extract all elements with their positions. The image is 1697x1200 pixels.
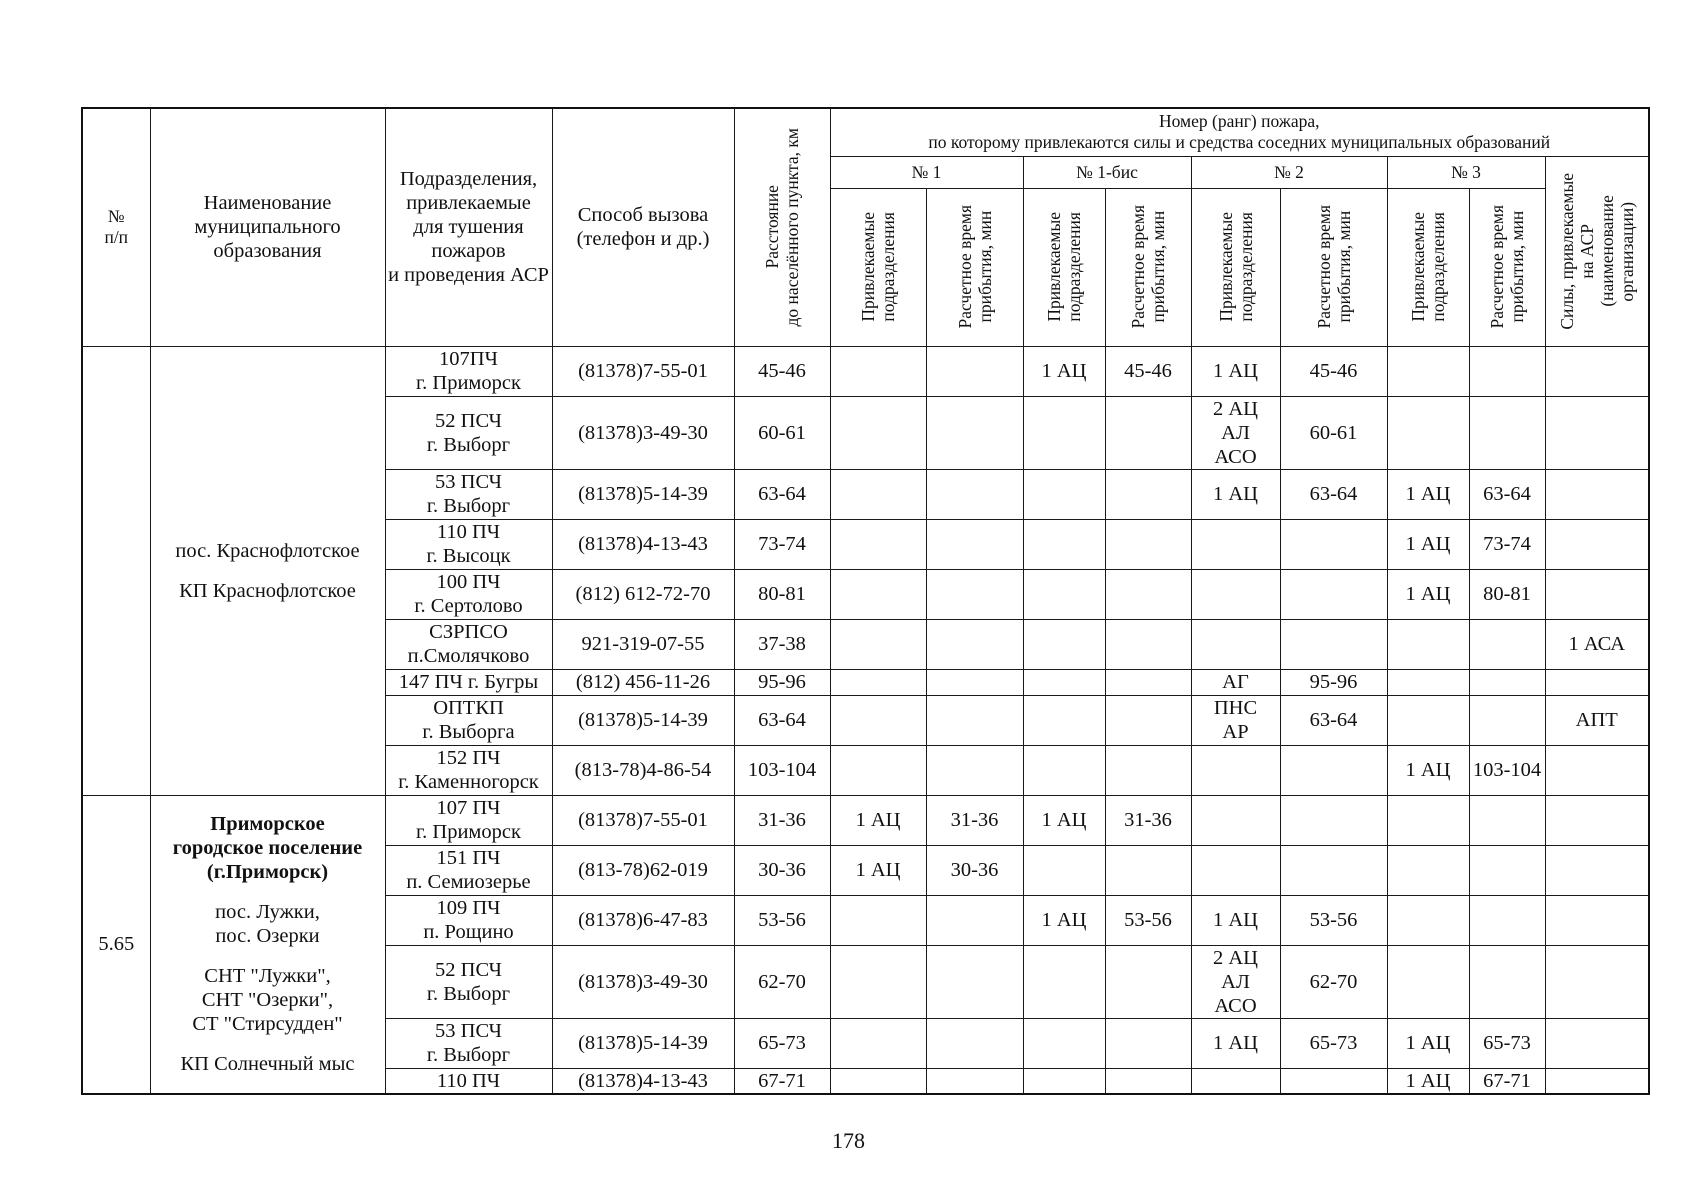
cell-r3t <box>1469 346 1545 396</box>
municipality-cell <box>150 346 385 795</box>
cell-asr <box>1545 945 1649 1018</box>
cell-r1t <box>926 669 1023 695</box>
cell-unit: 147 ПЧ г. Бугры <box>385 669 552 695</box>
cell-dist: 63-64 <box>734 469 830 519</box>
cell-phone: (812) 612-72-70 <box>552 569 734 619</box>
cell-r3t: 63-64 <box>1469 469 1545 519</box>
table-row <box>82 346 1649 396</box>
cell-phone: (81378)3-49-30 <box>552 396 734 469</box>
cell-phone: (81378)6-47-83 <box>552 895 734 945</box>
spacer <box>151 948 385 964</box>
cell-r1bu <box>1023 619 1105 669</box>
cell-r1bt <box>1105 1018 1191 1068</box>
fire-resources-table <box>81 107 1650 1095</box>
header-rank3-units: Привлекаемые подразделения <box>1387 188 1469 346</box>
cell-r2t <box>1280 619 1387 669</box>
cell-phone: (81378)3-49-30 <box>552 945 734 1018</box>
cell-dist: 62-70 <box>734 945 830 1018</box>
cell-r1t <box>926 745 1023 795</box>
cell-r2u: 1 АЦ <box>1191 346 1280 396</box>
header-rank-1bis: № 1-бис <box>1023 156 1191 188</box>
cell-r1t <box>926 469 1023 519</box>
cell-r1t <box>926 1068 1023 1094</box>
cell-r1t <box>926 346 1023 396</box>
cell-r2u <box>1191 845 1280 895</box>
cell-r1bt: 31-36 <box>1105 795 1191 845</box>
cell-dist: 60-61 <box>734 396 830 469</box>
cell-unit: 151 ПЧ п. Семиозерье <box>385 845 552 895</box>
cell-r1bu <box>1023 1068 1105 1094</box>
cell-unit: 110 ПЧ <box>385 1068 552 1094</box>
cell-r2u: 1 АЦ <box>1191 895 1280 945</box>
spacer <box>151 884 385 900</box>
cell-r2u <box>1191 619 1280 669</box>
cell-r1bt <box>1105 396 1191 469</box>
table-row <box>82 795 1649 845</box>
cell-r2u <box>1191 795 1280 845</box>
cell-r3u: 1 АЦ <box>1387 469 1469 519</box>
cell-r3u <box>1387 795 1469 845</box>
cell-r3u <box>1387 619 1469 669</box>
cell-asr <box>1545 519 1649 569</box>
cell-r1bu <box>1023 695 1105 745</box>
cell-r1t <box>926 895 1023 945</box>
cell-r1bu <box>1023 569 1105 619</box>
cell-r2u: 1 АЦ <box>1191 1018 1280 1068</box>
cell-r3t <box>1469 695 1545 745</box>
cell-phone: (81378)4-13-43 <box>552 1068 734 1094</box>
cell-r3t: 103-104 <box>1469 745 1545 795</box>
cell-phone: (81378)5-14-39 <box>552 695 734 745</box>
cell-asr <box>1545 569 1649 619</box>
cell-r2t: 45-46 <box>1280 346 1387 396</box>
header-rank1-time: Расчетное время прибытия, мин <box>926 188 1023 346</box>
cell-r1t <box>926 396 1023 469</box>
cell-r1u <box>830 895 926 945</box>
row-number-cell: 5.65 <box>82 795 150 1094</box>
cell-r1bt <box>1105 695 1191 745</box>
cell-r1bt: 45-46 <box>1105 346 1191 396</box>
cell-asr <box>1545 669 1649 695</box>
locality-name: СНТ "Лужки", СНТ "Озерки", СТ "Стирсудден" <box>192 965 343 1035</box>
cell-r1bt <box>1105 745 1191 795</box>
cell-r2u: 2 АЦ АЛ АСО <box>1191 396 1280 469</box>
cell-asr <box>1545 895 1649 945</box>
header-rank1bis-units: Привлекаемые подразделения <box>1023 188 1105 346</box>
spacer <box>151 563 385 579</box>
cell-r1bu: 1 АЦ <box>1023 895 1105 945</box>
cell-dist: 37-38 <box>734 619 830 669</box>
header-name: Наименование муниципального образования <box>150 108 385 346</box>
cell-r1bu: 1 АЦ <box>1023 346 1105 396</box>
cell-r2t: 53-56 <box>1280 895 1387 945</box>
cell-unit: СЗРПСО п.Смолячково <box>385 619 552 669</box>
cell-phone: 921-319-07-55 <box>552 619 734 669</box>
locality-name: пос. Краснофлотское <box>175 539 360 562</box>
cell-r2t <box>1280 845 1387 895</box>
header-num: № п/п <box>82 108 150 346</box>
cell-r2u: 2 АЦ АЛ АСО <box>1191 945 1280 1018</box>
cell-dist: 31-36 <box>734 795 830 845</box>
cell-r3t <box>1469 845 1545 895</box>
municipality-cell <box>150 795 385 1094</box>
cell-unit: 107ПЧ г. Приморск <box>385 346 552 396</box>
cell-r2t: 60-61 <box>1280 396 1387 469</box>
cell-unit: 109 ПЧ п. Рощино <box>385 895 552 945</box>
cell-unit: 52 ПСЧ г. Выборг <box>385 396 552 469</box>
cell-r1u <box>830 695 926 745</box>
cell-phone: (81378)5-14-39 <box>552 469 734 519</box>
cell-r1u <box>830 745 926 795</box>
cell-unit: 52 ПСЧ г. Выборг <box>385 945 552 1018</box>
header-rank1bis-time: Расчетное время прибытия, мин <box>1105 188 1191 346</box>
cell-r1u <box>830 619 926 669</box>
cell-r1t <box>926 569 1023 619</box>
cell-r2u <box>1191 745 1280 795</box>
cell-r3t <box>1469 795 1545 845</box>
locality-name: пос. Лужки, пос. Озерки <box>215 901 320 947</box>
cell-r3u <box>1387 945 1469 1018</box>
cell-r1bt <box>1105 619 1191 669</box>
cell-asr <box>1545 346 1649 396</box>
locality-name: КП Солнечный мыс <box>180 1053 355 1075</box>
cell-r1u <box>830 519 926 569</box>
cell-r2t: 65-73 <box>1280 1018 1387 1068</box>
cell-r3t: 67-71 <box>1469 1068 1545 1094</box>
cell-r3u <box>1387 396 1469 469</box>
header-rank-group: Номер (ранг) пожара, по которому привлекаются силы и средства соседних муниципальных образований <box>830 108 1649 156</box>
cell-r2t <box>1280 569 1387 619</box>
header-rank3-time: Расчетное время прибытия, мин <box>1469 188 1545 346</box>
cell-asr <box>1545 845 1649 895</box>
cell-asr: 1 АСА <box>1545 619 1649 669</box>
cell-r3u <box>1387 695 1469 745</box>
cell-r1bu <box>1023 469 1105 519</box>
cell-r2u: ПНС АР <box>1191 695 1280 745</box>
cell-r2u <box>1191 1068 1280 1094</box>
cell-r1u <box>830 945 926 1018</box>
cell-r3u <box>1387 895 1469 945</box>
cell-r2u <box>1191 519 1280 569</box>
cell-dist: 67-71 <box>734 1068 830 1094</box>
cell-unit: 107 ПЧ г. Приморск <box>385 795 552 845</box>
cell-r2t <box>1280 1068 1387 1094</box>
cell-r2u: АГ <box>1191 669 1280 695</box>
settlement-title: Приморское городское поселение (г.Приморск) <box>172 813 363 883</box>
cell-r1u: 1 АЦ <box>830 845 926 895</box>
cell-r3u <box>1387 346 1469 396</box>
header-rank-1: № 1 <box>830 156 1023 188</box>
cell-asr <box>1545 745 1649 795</box>
cell-r1u <box>830 1068 926 1094</box>
cell-r1t <box>926 619 1023 669</box>
cell-r1t <box>926 945 1023 1018</box>
cell-r3t: 80-81 <box>1469 569 1545 619</box>
cell-r1t: 31-36 <box>926 795 1023 845</box>
cell-r2t: 63-64 <box>1280 469 1387 519</box>
cell-r2u <box>1191 569 1280 619</box>
cell-r1bt <box>1105 945 1191 1018</box>
cell-r2u: 1 АЦ <box>1191 469 1280 519</box>
cell-asr <box>1545 795 1649 845</box>
header-asr: Силы, привлекаемые на АСР (наименование организации) <box>1545 156 1649 346</box>
cell-asr <box>1545 396 1649 469</box>
block-primorskoe <box>82 795 1649 1094</box>
cell-unit: 100 ПЧ г. Сертолово <box>385 569 552 619</box>
cell-r3u: 1 АЦ <box>1387 1068 1469 1094</box>
cell-r1bu <box>1023 845 1105 895</box>
cell-phone: (812) 456-11-26 <box>552 669 734 695</box>
cell-phone: (81378)7-55-01 <box>552 346 734 396</box>
cell-dist: 30-36 <box>734 845 830 895</box>
cell-r1bu <box>1023 1018 1105 1068</box>
cell-r2t <box>1280 795 1387 845</box>
cell-r3u <box>1387 845 1469 895</box>
cell-r1u <box>830 569 926 619</box>
header-rank-2: № 2 <box>1191 156 1387 188</box>
cell-r3t <box>1469 895 1545 945</box>
cell-r1bt <box>1105 1068 1191 1094</box>
cell-r2t <box>1280 519 1387 569</box>
cell-dist: 95-96 <box>734 669 830 695</box>
spacer <box>151 1036 385 1052</box>
cell-phone: (813-78)4-86-54 <box>552 745 734 795</box>
cell-r1t <box>926 695 1023 745</box>
cell-unit: 53 ПСЧ г. Выборг <box>385 469 552 519</box>
cell-phone: (81378)4-13-43 <box>552 519 734 569</box>
cell-r3u: 1 АЦ <box>1387 519 1469 569</box>
cell-r2t <box>1280 745 1387 795</box>
cell-r3t <box>1469 619 1545 669</box>
cell-unit: 152 ПЧ г. Каменногорск <box>385 745 552 795</box>
cell-unit: 110 ПЧ г. Высоцк <box>385 519 552 569</box>
cell-r1bu <box>1023 669 1105 695</box>
cell-phone: (81378)7-55-01 <box>552 795 734 845</box>
cell-r1u <box>830 1018 926 1068</box>
cell-dist: 53-56 <box>734 895 830 945</box>
cell-r1bt <box>1105 469 1191 519</box>
cell-r1t <box>926 519 1023 569</box>
header-rank2-time: Расчетное время прибытия, мин <box>1280 188 1387 346</box>
cell-r1u <box>830 396 926 469</box>
cell-r1u <box>830 346 926 396</box>
cell-r1bu: 1 АЦ <box>1023 795 1105 845</box>
cell-r2t: 63-64 <box>1280 695 1387 745</box>
cell-dist: 73-74 <box>734 519 830 569</box>
cell-r1bt <box>1105 519 1191 569</box>
block-krasnoflotskoe <box>82 346 1649 795</box>
cell-r1bu <box>1023 519 1105 569</box>
header-rank-3: № 3 <box>1387 156 1545 188</box>
cell-r3u: 1 АЦ <box>1387 569 1469 619</box>
cell-asr: АПТ <box>1545 695 1649 745</box>
cell-r3t <box>1469 945 1545 1018</box>
cell-r1t: 30-36 <box>926 845 1023 895</box>
cell-unit: ОПТКП г. Выборга <box>385 695 552 745</box>
cell-dist: 65-73 <box>734 1018 830 1068</box>
header-call: Способ вызова (телефон и др.) <box>552 108 734 346</box>
header-distance: Расстояние до населённого пункта, км <box>734 108 830 346</box>
cell-r1bt <box>1105 669 1191 695</box>
cell-r1bu <box>1023 945 1105 1018</box>
cell-phone: (813-78)62-019 <box>552 845 734 895</box>
cell-r2t: 62-70 <box>1280 945 1387 1018</box>
cell-r3t: 73-74 <box>1469 519 1545 569</box>
cell-r3t <box>1469 396 1545 469</box>
cell-r3u: 1 АЦ <box>1387 1018 1469 1068</box>
header-rank2-units: Привлекаемые подразделения <box>1191 188 1280 346</box>
cell-dist: 45-46 <box>734 346 830 396</box>
cell-dist: 63-64 <box>734 695 830 745</box>
page-number: 178 <box>832 1128 865 1153</box>
cell-r1u <box>830 669 926 695</box>
cell-r2t: 95-96 <box>1280 669 1387 695</box>
cell-r3u <box>1387 669 1469 695</box>
cell-r1bt: 53-56 <box>1105 895 1191 945</box>
cell-r1u <box>830 469 926 519</box>
cell-r1bu <box>1023 396 1105 469</box>
cell-r1bu <box>1023 745 1105 795</box>
cell-r3t <box>1469 669 1545 695</box>
cell-r3t: 65-73 <box>1469 1018 1545 1068</box>
cell-r1bt <box>1105 845 1191 895</box>
cell-dist: 80-81 <box>734 569 830 619</box>
cell-phone: (81378)5-14-39 <box>552 1018 734 1068</box>
cell-r3u: 1 АЦ <box>1387 745 1469 795</box>
cell-r1t <box>926 1018 1023 1068</box>
row-number-cell <box>82 346 150 795</box>
header-units: Подразделения, привлекаемые для тушения пожаров и проведения АСР <box>385 108 552 346</box>
header-rank1-units: Привлекаемые подразделения <box>830 188 926 346</box>
cell-r1bt <box>1105 569 1191 619</box>
cell-dist: 103-104 <box>734 745 830 795</box>
locality-name: КП Краснофлотское <box>179 579 356 602</box>
cell-r1u: 1 АЦ <box>830 795 926 845</box>
cell-asr <box>1545 469 1649 519</box>
cell-asr <box>1545 1018 1649 1068</box>
cell-asr <box>1545 1068 1649 1094</box>
cell-unit: 53 ПСЧ г. Выборг <box>385 1018 552 1068</box>
